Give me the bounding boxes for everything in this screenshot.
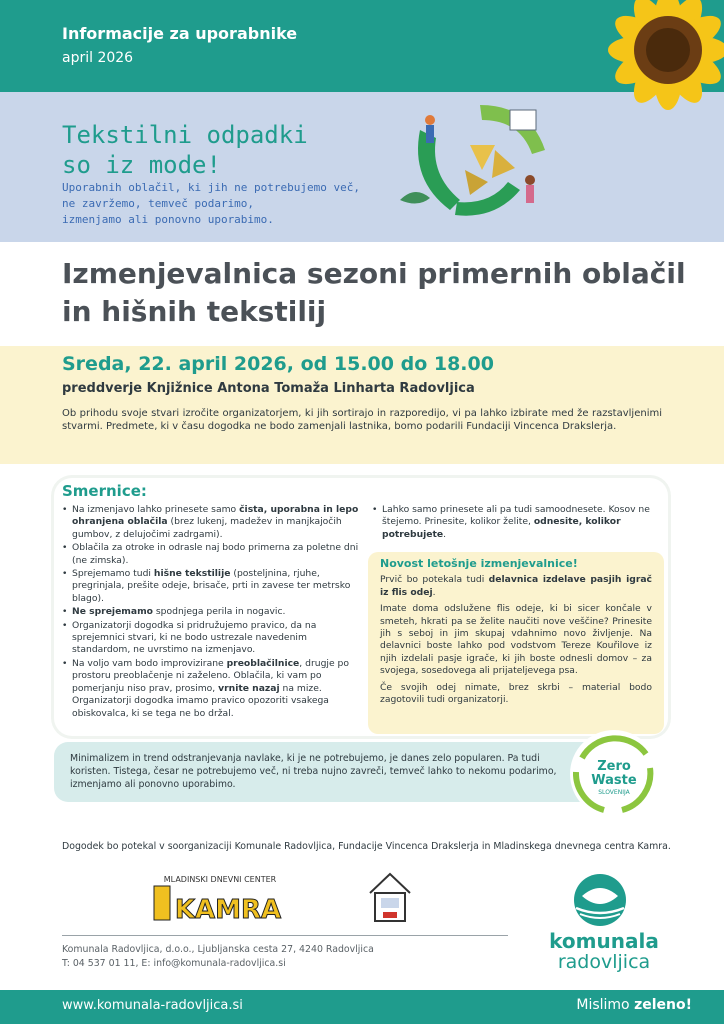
hero-subtitle-line2: ne zavržemo, temveč podarimo, (62, 197, 255, 210)
guideline-item: • Na voljo vam bodo improvizirane preoblačilnice, drugje po prostoru preoblačenje ni zaželeno. Oblačila, ki vam po pomerjanju niso prav, prosimo, vrnite nazaj na mize. Organizatorji dogodka imamo pravico opozoriti vsakega obiskovalca, ki se tega ne bo držal. (62, 658, 362, 720)
news-box (368, 552, 664, 734)
hero-title-line2: so iz mode! (62, 151, 221, 179)
guidelines-list-right (372, 504, 662, 542)
header-date: april 2026 (62, 50, 134, 66)
hero-subtitle-line3: izmenjamo ali ponovno uporabimo. (62, 213, 274, 226)
hero-subtitle (62, 180, 360, 228)
news-paragraph: Prvič bo potekala tudi delavnica izdelave pasjih igrač iz flis odej. (380, 574, 652, 598)
kamra-logo-icon (150, 870, 290, 940)
guideline-item: • Ne sprejemamo spodnjega perila in nogavic. (62, 606, 362, 618)
news-paragraph: Če svojih odej nimate, brez skrbi – material bodo zagotovili tudi organizatorji. (380, 681, 652, 706)
address-line1: Komunala Radovljica, d.o.o., Ljubljanska cesta 27, 4240 Radovljica (62, 944, 374, 955)
komunala-logo-line2: radovljica (557, 951, 651, 972)
hero-title-line1: Tekstilni odpadki (62, 121, 308, 149)
komunala-logo-icon (540, 872, 670, 972)
address-divider (62, 935, 508, 936)
komunala-logo (540, 872, 670, 972)
kamra-logo (150, 870, 290, 940)
zero-waste-logo-line1: Zero (597, 759, 631, 774)
guideline-item: • Sprejemamo tudi hišne tekstilije (posteljnina, rjuhe, pregrinjala, prešite odeje, brisače, prti in zavese ter metrsko blago). (62, 568, 362, 605)
komunala-logo-line1: komunala (549, 929, 659, 953)
zero-waste-logo-line3: SLOVENIJA (598, 789, 630, 796)
zero-waste-logo (562, 728, 666, 820)
event-venue: preddverje Knjižnice Antona Tomaža Linharta Radovljica (62, 381, 475, 396)
guidelines-title: Smernice: (62, 482, 147, 500)
recycling-illustration-icon (400, 90, 560, 230)
page-headline: Izmenjevalnica sezoni primernih oblačil in hišnih tekstilij (62, 257, 686, 328)
dom-logo (365, 868, 415, 928)
guideline-item: • Organizatorji dogodka si pridružujemo pravico, da na sprejemnici stvari, ki ne bodo ustrezale navedenim standardom, ne uvrstimo na izmenjavo. (62, 620, 362, 657)
zero-waste-circle-icon (562, 728, 666, 820)
zero-waste-logo-line2: Waste (591, 773, 637, 788)
hero-title (62, 120, 308, 180)
hero-subtitle-line1: Uporabnih oblačil, ki jih ne potrebujemo več, (62, 181, 361, 194)
slogan: Mislimo zeleno! (576, 997, 692, 1013)
website-link[interactable]: www.komunala-radovljica.si (62, 998, 243, 1013)
guideline-item: • Na izmenjavo lahko prinesete samo čista, uporabna in lepo ohranjena oblačila (brez lukenj, madežev in manjkajočih gumbov, z delujočimi zadrgami). (62, 504, 362, 541)
guidelines-list-left (62, 504, 362, 721)
company-address (62, 943, 374, 971)
kamra-logo-name: KAMRA (174, 895, 282, 925)
house-icon (365, 868, 415, 928)
news-title: Novost letošnje izmenjevalnice! (380, 557, 578, 570)
header-title: Informacije za uporabnike (62, 24, 298, 43)
event-datetime: Sreda, 22. april 2026, od 15.00 do 18.00 (62, 353, 494, 375)
zero-waste-text: Minimalizem in trend odstranjevanja navlake, ki je ne potrebujemo, je danes zelo popularen. Pa tudi koristen. Tistega, česar ne potrebujemo več, ni treba nujno zavreči, temveč lahko to nekomu podarimo, izmenjamo ali ponovno uporabimo. (70, 753, 557, 790)
kamra-logo-top: MLADINSKI DNEVNI CENTER (163, 875, 277, 884)
sunflower-icon (560, 0, 724, 160)
organizer-note: Dogodek bo potekal v soorganizaciji Komunale Radovljica, Fundacije Vincenca Drakslerja in Mladinskega dnevnega centra Kamra. (62, 841, 671, 852)
news-paragraph: Imate doma odslužene flis odeje, ki bi sicer končale v smeteh, hkrati pa se želite naučiti nove veščine? Prinesite jih s seboj in jim skupaj vdahnimo novo življenje. Na delavnici boste lahko pod vodstvom Tereze Kouřilove iz njih izdelali pasje igrače, ki jih boste odnesli domov – za svojega, sosedovega ali prijateljevega psa. (380, 603, 652, 677)
address-line2: T: 04 537 01 11, E: info@komunala-radovljica.si (62, 958, 286, 969)
guideline-item: • Lahko samo prinesete ali pa tudi samoodnesete. Kosov ne štejemo. Prinesite, kolikor želite, odnesite, kolikor potrebujete. (372, 504, 662, 541)
guideline-item: • Oblačila za otroke in odrasle naj bodo primerna za poletne dni (ne zimska). (62, 542, 362, 567)
event-intro: Ob prihodu svoje stvari izročite organizatorjem, ki jih sortirajo in razporedijo, vi pa lahko izbirate med že razstavljenimi stvarmi. Predmete, ki v času dogodka ne bodo zamenjali lastnika, bomo podarili Fundaciji Vincenca Drakslerja. (62, 408, 662, 432)
